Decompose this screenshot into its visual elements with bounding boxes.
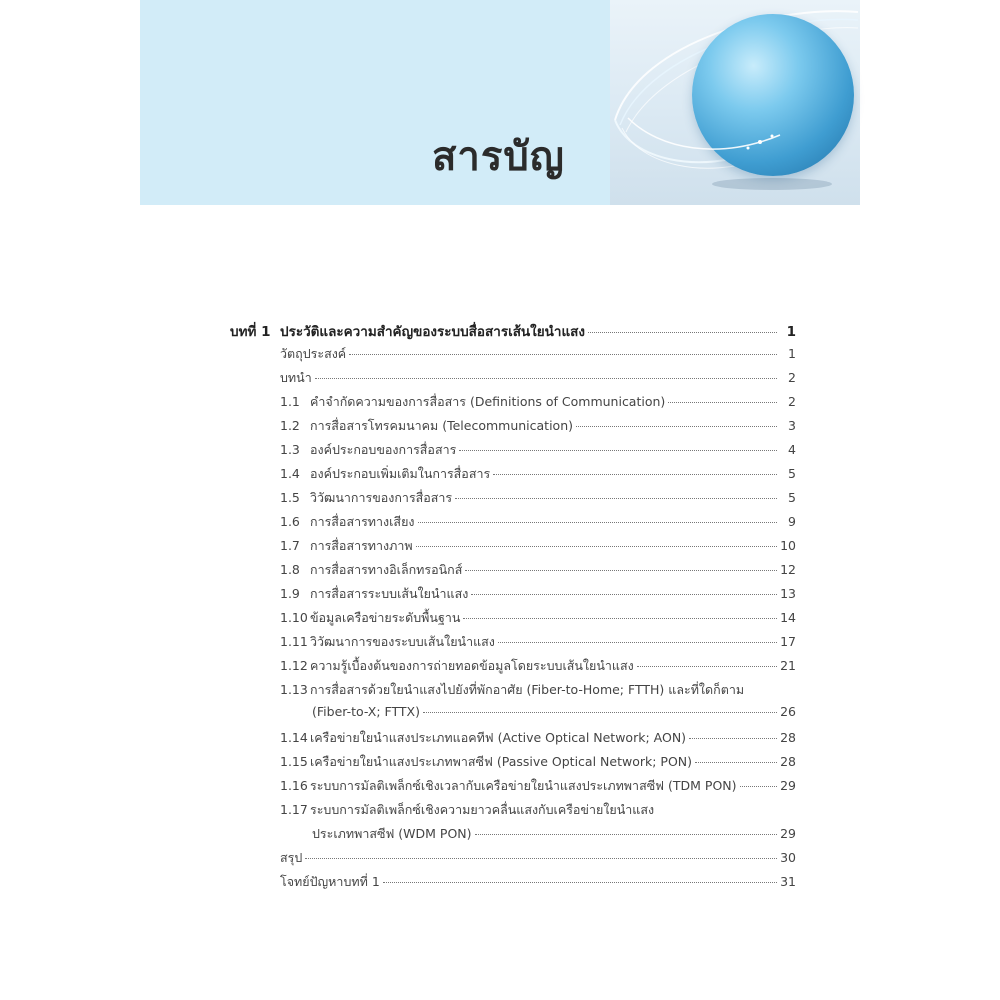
toc-entry[interactable] — [280, 392, 796, 414]
toc-entry[interactable] — [280, 344, 796, 366]
chapter-number: บทที่ 1 — [230, 324, 271, 340]
entry-page: 14 — [780, 610, 796, 625]
toc-entry[interactable] — [280, 512, 796, 534]
toc-entry[interactable] — [280, 824, 796, 846]
entry-number: 1.1 — [280, 394, 300, 409]
entry-title: สรุป — [280, 850, 303, 865]
entry-page: 21 — [780, 658, 796, 673]
toc-entry[interactable] — [280, 416, 796, 438]
entry-title: โจทย์ปัญหาบทที่ 1 — [280, 874, 380, 889]
entry-title: การสื่อสารระบบเส้นใยนำแสง — [310, 586, 469, 601]
dot-leader — [588, 331, 777, 333]
chapter-page: 1 — [786, 324, 796, 340]
dot-leader — [576, 425, 777, 427]
entry-page: 12 — [780, 562, 796, 577]
entry-number: 1.6 — [280, 514, 300, 529]
toc-entry[interactable] — [280, 488, 796, 510]
dot-leader — [349, 353, 777, 355]
entry-title: วิวัฒนาการของการสื่อสาร — [310, 490, 453, 505]
chapter-title: ประวัติและความสำคัญของระบบสื่อสารเส้นใยนำแสง — [280, 324, 586, 340]
toc-entry[interactable] — [280, 608, 796, 630]
entry-title: วัตถุประสงค์ — [280, 346, 347, 361]
dot-leader — [455, 497, 777, 499]
entry-title: องค์ประกอบเพิ่มเติมในการสื่อสาร — [310, 466, 491, 481]
entry-number: 1.11 — [280, 634, 308, 649]
entry-number: 1.4 — [280, 466, 300, 481]
entry-page: 3 — [788, 418, 796, 433]
entry-page: 4 — [788, 442, 796, 457]
dot-leader — [463, 617, 777, 619]
dot-leader — [689, 737, 777, 739]
dot-leader — [668, 401, 777, 403]
dot-leader — [315, 377, 777, 379]
entry-number: 1.16 — [280, 778, 308, 793]
page-title: สารบัญ — [432, 134, 565, 180]
dot-leader — [465, 569, 777, 571]
toc-entry[interactable] — [280, 632, 796, 654]
toc-entry[interactable] — [280, 440, 796, 462]
entry-title: การสื่อสารด้วยใยนำแสงไปยังที่พักอาศัย (Fiber-to-Home; FTTH) และที่ใดก็ตาม — [310, 682, 745, 697]
entry-number: 1.17 — [280, 802, 308, 817]
entry-page: 31 — [780, 874, 796, 889]
dot-leader — [637, 665, 777, 667]
dot-leader — [695, 761, 777, 763]
entry-page: 9 — [788, 514, 796, 529]
entry-page: 10 — [780, 538, 796, 553]
entry-page: 29 — [780, 826, 796, 841]
entry-title: บทนำ — [280, 370, 312, 385]
toc-entry[interactable] — [280, 848, 796, 870]
entry-title: ระบบการมัลติเพล็กซ์เชิงความยาวคลื่นแสงกับเครือข่ายใยนำแสง — [310, 802, 655, 817]
entry-number: 1.3 — [280, 442, 300, 457]
entry-number: 1.2 — [280, 418, 300, 433]
entry-number: 1.13 — [280, 682, 308, 697]
toc-entry[interactable] — [280, 728, 796, 750]
dot-leader — [383, 881, 777, 883]
entry-title: เครือข่ายใยนำแสงประเภทแอคทีฟ (Active Optical Network; AON) — [310, 730, 687, 745]
dot-leader — [416, 545, 777, 547]
entry-number: 1.12 — [280, 658, 308, 673]
dot-leader — [418, 521, 778, 523]
entry-page: 13 — [780, 586, 796, 601]
toc-entry[interactable] — [280, 368, 796, 390]
entry-title: ข้อมูลเครือข่ายระดับพื้นฐาน — [310, 610, 461, 625]
toc-entry[interactable] — [280, 464, 796, 486]
entry-page: 28 — [780, 754, 796, 769]
dot-leader — [493, 473, 777, 475]
entry-title: การสื่อสารทางอิเล็กทรอนิกส์ — [310, 562, 463, 577]
entry-number: 1.10 — [280, 610, 308, 625]
toc-entry[interactable] — [280, 584, 796, 606]
entry-number: 1.5 — [280, 490, 300, 505]
entry-title: การสื่อสารโทรคมนาคม (Telecommunication) — [310, 418, 573, 433]
toc-entry[interactable] — [280, 872, 796, 894]
toc-entry[interactable] — [280, 704, 796, 726]
entry-page: 17 — [780, 634, 796, 649]
entry-page: 2 — [788, 394, 796, 409]
dot-leader — [471, 593, 777, 595]
dot-leader — [459, 449, 777, 451]
entry-number: 1.8 — [280, 562, 300, 577]
dot-leader — [498, 641, 777, 643]
dot-leader — [305, 857, 777, 859]
entry-title: (Fiber-to-X; FTTX) — [312, 704, 420, 719]
entry-title: คำจำกัดความของการสื่อสาร (Definitions of Communication) — [310, 394, 666, 409]
toc-entry[interactable] — [280, 560, 796, 582]
toc-entry[interactable] — [280, 776, 796, 798]
entry-title: เครือข่ายใยนำแสงประเภทพาสซีฟ (Passive Optical Network; PON) — [310, 754, 693, 769]
entry-title: ระบบการมัลติเพล็กซ์เชิงเวลากับเครือข่ายใยนำแสงประเภทพาสซีฟ (TDM PON) — [310, 778, 737, 793]
entry-number: 1.7 — [280, 538, 300, 553]
entry-page: 30 — [780, 850, 796, 865]
toc-chapter-row[interactable] — [230, 320, 796, 342]
dot-leader — [475, 833, 777, 835]
entry-title: ประเภทพาสซีฟ (WDM PON) — [312, 826, 472, 841]
entry-page: 5 — [788, 490, 796, 505]
toc-entry[interactable] — [280, 752, 796, 774]
entry-page: 29 — [780, 778, 796, 793]
entry-title: การสื่อสารทางเสียง — [310, 514, 415, 529]
entry-number: 1.9 — [280, 586, 300, 601]
entry-page: 5 — [788, 466, 796, 481]
toc-entry[interactable] — [280, 800, 796, 822]
entry-title: วิวัฒนาการของระบบเส้นใยนำแสง — [310, 634, 495, 649]
dot-leader — [740, 785, 777, 787]
entry-title: การสื่อสารทางภาพ — [310, 538, 413, 553]
entry-page: 1 — [788, 346, 796, 361]
dot-leader — [423, 711, 777, 713]
entry-number: 1.14 — [280, 730, 308, 745]
toc-entry[interactable] — [280, 680, 796, 702]
toc-entry[interactable] — [280, 536, 796, 558]
entry-page: 28 — [780, 730, 796, 745]
toc-entry[interactable] — [280, 656, 796, 678]
entry-title: ความรู้เบื้องต้นของการถ่ายทอดข้อมูลโดยระบบเส้นใยนำแสง — [310, 658, 634, 673]
entry-number: 1.15 — [280, 754, 308, 769]
entry-title: องค์ประกอบของการสื่อสาร — [310, 442, 457, 457]
entry-page: 26 — [780, 704, 796, 719]
entry-page: 2 — [788, 370, 796, 385]
